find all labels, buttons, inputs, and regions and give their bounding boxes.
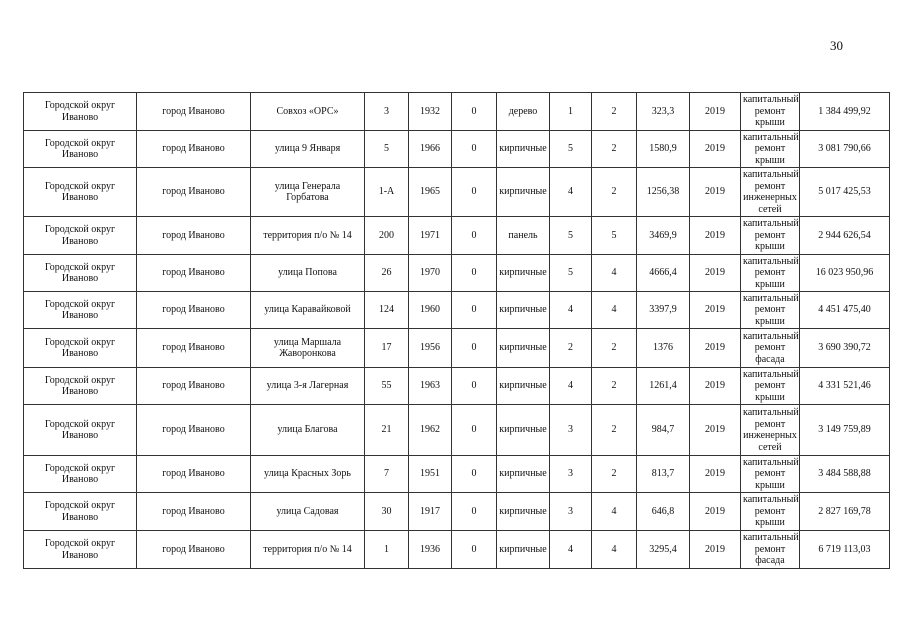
work-type-cell: капитальный ремонт крыши: [741, 93, 800, 131]
repair-registry-table: [23, 92, 890, 569]
table-row: [24, 329, 890, 368]
house-number-cell: 5: [365, 131, 409, 168]
floors-cell: 5: [550, 255, 592, 292]
entrances-cell: 5: [592, 217, 637, 255]
entrances-cell: 2: [592, 456, 637, 493]
floors-cell: 3: [550, 493, 592, 531]
wall-material-cell: кирпичные: [497, 456, 550, 493]
zero-value-cell: 0: [452, 131, 497, 168]
cost-cell: 3 690 390,72: [800, 329, 890, 368]
house-number-cell: 200: [365, 217, 409, 255]
area-cell: 3397,9: [637, 292, 690, 329]
zero-value-cell: 0: [452, 493, 497, 531]
repair-year-cell: 2019: [690, 131, 741, 168]
year-built-cell: 1970: [409, 255, 452, 292]
wall-material-cell: кирпичные: [497, 168, 550, 217]
repair-year-cell: 2019: [690, 456, 741, 493]
entrances-cell: 4: [592, 531, 637, 569]
floors-cell: 5: [550, 131, 592, 168]
zero-value-cell: 0: [452, 405, 497, 456]
year-built-cell: 1965: [409, 168, 452, 217]
house-number-cell: 1-А: [365, 168, 409, 217]
cost-cell: 4 451 475,40: [800, 292, 890, 329]
wall-material-cell: кирпичные: [497, 493, 550, 531]
district-cell: Городской округ Иваново: [24, 168, 137, 217]
year-built-cell: 1966: [409, 131, 452, 168]
wall-material-cell: кирпичные: [497, 531, 550, 569]
work-type-cell: капитальный ремонт крыши: [741, 493, 800, 531]
zero-value-cell: 0: [452, 292, 497, 329]
entrances-cell: 2: [592, 405, 637, 456]
house-number-cell: 26: [365, 255, 409, 292]
work-type-cell: капитальный ремонт крыши: [741, 456, 800, 493]
table-row: [24, 217, 890, 255]
district-cell: Городской округ Иваново: [24, 255, 137, 292]
cost-cell: 16 023 950,96: [800, 255, 890, 292]
area-cell: 813,7: [637, 456, 690, 493]
zero-value-cell: 0: [452, 329, 497, 368]
district-cell: Городской округ Иваново: [24, 292, 137, 329]
repair-year-cell: 2019: [690, 217, 741, 255]
city-cell: город Иваново: [137, 493, 251, 531]
floors-cell: 1: [550, 93, 592, 131]
table-row: [24, 93, 890, 131]
wall-material-cell: кирпичные: [497, 292, 550, 329]
cost-cell: 2 827 169,78: [800, 493, 890, 531]
district-cell: Городской округ Иваново: [24, 131, 137, 168]
cost-cell: 2 944 626,54: [800, 217, 890, 255]
cost-cell: 4 331 521,46: [800, 368, 890, 405]
wall-material-cell: кирпичные: [497, 368, 550, 405]
district-cell: Городской округ Иваново: [24, 217, 137, 255]
area-cell: 1256,38: [637, 168, 690, 217]
year-built-cell: 1960: [409, 292, 452, 329]
city-cell: город Иваново: [137, 255, 251, 292]
street-cell: территория п/о № 14: [251, 531, 365, 569]
district-cell: Городской округ Иваново: [24, 405, 137, 456]
work-type-cell: капитальный ремонт крыши: [741, 131, 800, 168]
house-number-cell: 1: [365, 531, 409, 569]
table-row: [24, 292, 890, 329]
table-row: [24, 131, 890, 168]
repair-year-cell: 2019: [690, 255, 741, 292]
entrances-cell: 2: [592, 168, 637, 217]
entrances-cell: 2: [592, 329, 637, 368]
floors-cell: 3: [550, 456, 592, 493]
area-cell: 3469,9: [637, 217, 690, 255]
work-type-cell: капитальный ремонт инженерных сетей: [741, 405, 800, 456]
work-type-cell: капитальный ремонт крыши: [741, 217, 800, 255]
entrances-cell: 4: [592, 493, 637, 531]
entrances-cell: 2: [592, 93, 637, 131]
wall-material-cell: кирпичные: [497, 255, 550, 292]
cost-cell: 3 149 759,89: [800, 405, 890, 456]
floors-cell: 2: [550, 329, 592, 368]
area-cell: 3295,4: [637, 531, 690, 569]
repair-year-cell: 2019: [690, 168, 741, 217]
area-cell: 1580,9: [637, 131, 690, 168]
table-row: [24, 255, 890, 292]
wall-material-cell: дерево: [497, 93, 550, 131]
floors-cell: 3: [550, 405, 592, 456]
district-cell: Городской округ Иваново: [24, 456, 137, 493]
table-row: [24, 405, 890, 456]
district-cell: Городской округ Иваново: [24, 531, 137, 569]
repair-year-cell: 2019: [690, 292, 741, 329]
street-cell: улица 3-я Лагерная: [251, 368, 365, 405]
street-cell: улица Красных Зорь: [251, 456, 365, 493]
year-built-cell: 1932: [409, 93, 452, 131]
house-number-cell: 3: [365, 93, 409, 131]
house-number-cell: 124: [365, 292, 409, 329]
table-row: [24, 493, 890, 531]
area-cell: 646,8: [637, 493, 690, 531]
wall-material-cell: панель: [497, 217, 550, 255]
district-cell: Городской округ Иваново: [24, 93, 137, 131]
area-cell: 1376: [637, 329, 690, 368]
wall-material-cell: кирпичные: [497, 405, 550, 456]
repair-year-cell: 2019: [690, 493, 741, 531]
cost-cell: 3 081 790,66: [800, 131, 890, 168]
year-built-cell: 1951: [409, 456, 452, 493]
area-cell: 323,3: [637, 93, 690, 131]
page-number: 30: [830, 38, 843, 53]
street-cell: улица Благова: [251, 405, 365, 456]
floors-cell: 4: [550, 292, 592, 329]
year-built-cell: 1963: [409, 368, 452, 405]
street-cell: улица Генерала Горбатова: [251, 168, 365, 217]
work-type-cell: капитальный ремонт инженерных сетей: [741, 168, 800, 217]
zero-value-cell: 0: [452, 93, 497, 131]
year-built-cell: 1917: [409, 493, 452, 531]
city-cell: город Иваново: [137, 217, 251, 255]
cost-cell: 5 017 425,53: [800, 168, 890, 217]
zero-value-cell: 0: [452, 217, 497, 255]
year-built-cell: 1962: [409, 405, 452, 456]
floors-cell: 4: [550, 168, 592, 217]
work-type-cell: капитальный ремонт крыши: [741, 368, 800, 405]
street-cell: территория п/о № 14: [251, 217, 365, 255]
repair-year-cell: 2019: [690, 405, 741, 456]
zero-value-cell: 0: [452, 456, 497, 493]
zero-value-cell: 0: [452, 255, 497, 292]
year-built-cell: 1936: [409, 531, 452, 569]
house-number-cell: 55: [365, 368, 409, 405]
city-cell: город Иваново: [137, 168, 251, 217]
city-cell: город Иваново: [137, 456, 251, 493]
cost-cell: 3 484 588,88: [800, 456, 890, 493]
city-cell: город Иваново: [137, 93, 251, 131]
city-cell: город Иваново: [137, 329, 251, 368]
entrances-cell: 2: [592, 368, 637, 405]
street-cell: улица 9 Января: [251, 131, 365, 168]
floors-cell: 5: [550, 217, 592, 255]
repair-year-cell: 2019: [690, 531, 741, 569]
table-row: [24, 368, 890, 405]
zero-value-cell: 0: [452, 168, 497, 217]
street-cell: улица Каравайковой: [251, 292, 365, 329]
wall-material-cell: кирпичные: [497, 131, 550, 168]
work-type-cell: капитальный ремонт крыши: [741, 292, 800, 329]
area-cell: 1261,4: [637, 368, 690, 405]
district-cell: Городской округ Иваново: [24, 329, 137, 368]
city-cell: город Иваново: [137, 131, 251, 168]
city-cell: город Иваново: [137, 368, 251, 405]
cost-cell: 6 719 113,03: [800, 531, 890, 569]
street-cell: улица Маршала Жаворонкова: [251, 329, 365, 368]
entrances-cell: 4: [592, 255, 637, 292]
repair-year-cell: 2019: [690, 93, 741, 131]
street-cell: Совхоз «ОРС»: [251, 93, 365, 131]
city-cell: город Иваново: [137, 405, 251, 456]
district-cell: Городской округ Иваново: [24, 493, 137, 531]
area-cell: 984,7: [637, 405, 690, 456]
wall-material-cell: кирпичные: [497, 329, 550, 368]
street-cell: улица Садовая: [251, 493, 365, 531]
repair-year-cell: 2019: [690, 368, 741, 405]
cost-cell: 1 384 499,92: [800, 93, 890, 131]
house-number-cell: 17: [365, 329, 409, 368]
repair-year-cell: 2019: [690, 329, 741, 368]
district-cell: Городской округ Иваново: [24, 368, 137, 405]
year-built-cell: 1956: [409, 329, 452, 368]
street-cell: улица Попова: [251, 255, 365, 292]
work-type-cell: капитальный ремонт фасада: [741, 531, 800, 569]
entrances-cell: 4: [592, 292, 637, 329]
area-cell: 4666,4: [637, 255, 690, 292]
house-number-cell: 30: [365, 493, 409, 531]
zero-value-cell: 0: [452, 531, 497, 569]
work-type-cell: капитальный ремонт фасада: [741, 329, 800, 368]
work-type-cell: капитальный ремонт крыши: [741, 255, 800, 292]
table-row: [24, 531, 890, 569]
entrances-cell: 2: [592, 131, 637, 168]
house-number-cell: 7: [365, 456, 409, 493]
zero-value-cell: 0: [452, 368, 497, 405]
table-row: [24, 456, 890, 493]
floors-cell: 4: [550, 368, 592, 405]
house-number-cell: 21: [365, 405, 409, 456]
floors-cell: 4: [550, 531, 592, 569]
city-cell: город Иваново: [137, 292, 251, 329]
table-row: [24, 168, 890, 217]
city-cell: город Иваново: [137, 531, 251, 569]
year-built-cell: 1971: [409, 217, 452, 255]
